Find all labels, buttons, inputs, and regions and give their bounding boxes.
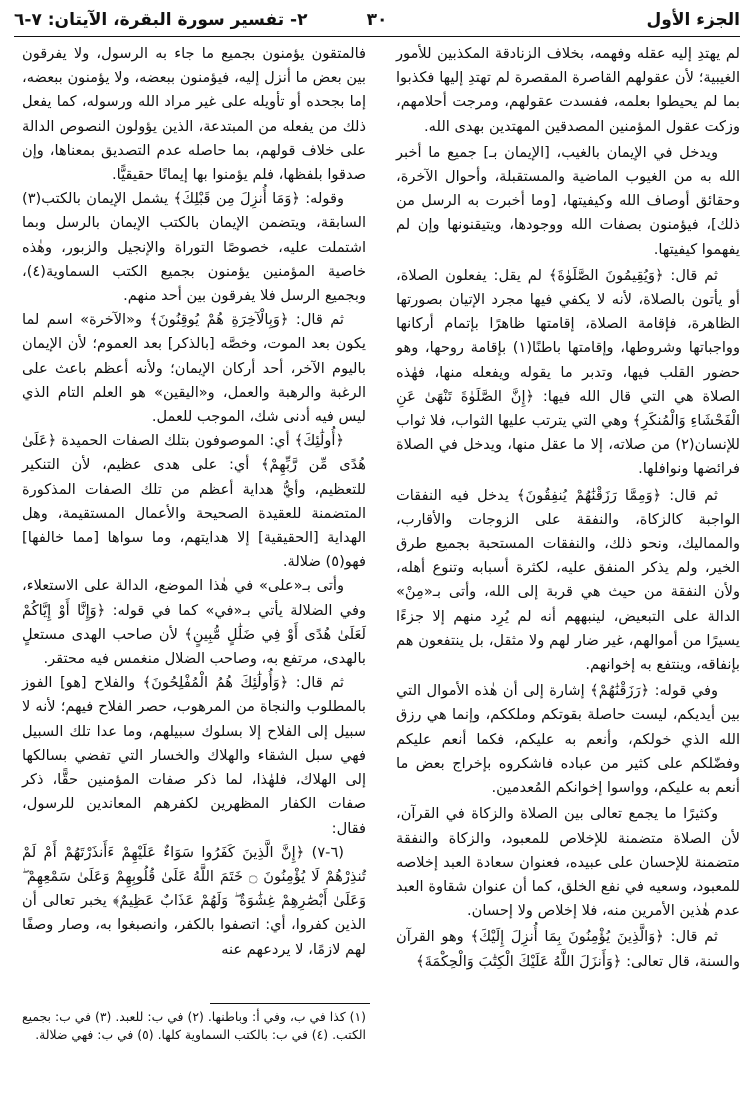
paragraph: ويدخل في الإيمان بالغيب، [الإيمان بـ] جميع ما أخبر الله به من الغيوب الماضية والمستقبلة، وأحوال الآخرة، وحقائق أوصاف الله وكيفيتها، [وما أخبرت به الرسل من ذلك]، فيؤمنون بصفات الله ووجودها، ويتيقنونها وإن لم يفهموا كيفيتها. — [396, 143, 740, 258]
footnote: (٤) في ب: بالكتب السماوية كلها. — [157, 1026, 329, 1042]
footnote: (٢) في ب: للعبد. — [115, 1009, 204, 1024]
paragraph: ثم قال: ﴿وَأُولَٰئِكَ هُمُ الْمُفْلِحُونَ﴾ والفلاح [هو] الفوز بالمطلوب والنجاة من المرهوب، حصر الفلاح فيهم؛ لأنه لا سبيل إلى الفلاح إلا بسلوك سبيلهم، وما عدا تلك السبيل فهي سبل الشقاء والهلاك والخسار التي تفضي بسالكها إلى الهلاك، فلهٰذا، لما ذكر صفات المؤمنين حقًّا، ذكر صفات الكفار المظهرين لكفرهم المعاندين للرسول، فقال: — [22, 674, 366, 837]
page-header — [14, 6, 740, 36]
running-head-part: الجزء الأول — [646, 10, 740, 30]
paragraph: لم يهتدِ إليه عقله وفهمه، بخلاف الزنادقة المكذبين للأمور الغيبية؛ لأن عقولهم القاصرة المقصرة لم تهتدِ إليها فكذبوا بما لم يحيطوا بعلمه، ففسدت عقولهم، ومرجت أحلامهم، وزكت عقول المؤمنين المصدقين المهتدين بهدى الله. — [396, 45, 740, 135]
page-number: ٣٠ — [366, 10, 388, 30]
footnote: (٥) في ب: فهي ضلالة. — [35, 1026, 154, 1042]
paragraph: ثم قال: ﴿وَالَّذِينَ يُؤْمِنُونَ بِمَا أُنزِلَ إِلَيْكَ﴾ وهو القرآن والسنة، قال تعالى: ﴿وَأَنزَلَ اللَّهُ عَلَيْكَ الْكِتَٰبَ وَالْحِكْمَةَ﴾ — [396, 928, 740, 970]
right-column — [396, 42, 740, 974]
footnote-rule — [210, 1003, 370, 1004]
header-rule — [14, 36, 740, 37]
verse-paragraph: (٦-٧) ﴿إِنَّ الَّذِينَ كَفَرُوا سَوَاءٌ عَلَيْهِمْ ءَأَنذَرْتَهُمْ أَمْ لَمْ تُنذِرْهُمْ لَا يُؤْمِنُونَ ۝ خَتَمَ اللَّهُ عَلَىٰ قُلُوبِهِمْ وَعَلَىٰ سَمْعِهِمْ ۖ وَعَلَىٰ أَبْصَٰرِهِمْ غِشَٰوَةٌ ۖ وَلَهُمْ عَذَابٌ عَظِيمٌ﴾ يخبر تعالى أن الذين كفروا، أي: اتصفوا بالكفر، وانصبغوا به، وصار وصفًا لهم لازمًا، لا يردعهم عنه — [22, 843, 366, 958]
footnote: (١) كذا في ب، وفي أ: وباطنها. — [207, 1009, 366, 1024]
paragraph: فالمتقون يؤمنون بجميع ما جاء به الرسول، ولا يفرقون بين بعض ما أنزل إليه، فيؤمنون ببعضه، ولا يؤمنون ببعضه، إما بجحده أو تأويله على غير مراد الله ورسوله، كما يفعل ذلك من يفعله من المبتدعة، الذين يؤولون النصوص الدالة على خلاف قولهم، بما حاصله عدم التصديق بمعناها، وإن صدقوا بلفظها، فلم يؤمنوا بها إيمانًا حقيقيًّا. — [22, 45, 366, 184]
paragraph: وفي قوله: ﴿رَزَقْنَٰهُمْ﴾ إشارة إلى أن هٰذه الأموال التي بين أيديكم، ليست حاصلة بقوتكم وملككم، وإنما هي رزق الله الذي خولكم، وأنعم به عليكم، فكما أنعم عليكم وفضّلكم على كثير من عباده فاشكروه بإخراج بعض ما أنعم به عليكم، وواسوا إخوانكم المُعدمين. — [396, 682, 740, 797]
paragraph: ثم قال: ﴿وَيُقِيمُونَ الصَّلَوٰةَ﴾ لم يقل: يفعلون الصلاة، أو يأتون بالصلاة، لأنه لا يكفي فيها مجرد الإتيان بصورتها الظاهرة، فإقامة الصلاة، إقامتها ظاهرًا بإتمام أركانها وواجباتها وشروطها، وإقامتها باطنًا(١) بإقامة روحها، وهو حضور القلب فيها، وتدبر ما يقوله ويفعله منها، فهٰذه الصلاة هي التي قال الله فيها: ﴿إِنَّ الصَّلَوٰةَ تَنْهَىٰ عَنِ الْفَحْشَاءِ وَالْمُنكَرِ﴾ وهي التي يترتب عليها الثواب، فلا ثواب للإنسان(٢) من صلاته، إلا ما عقل منها، ويدخل في الصلاة فرائضها ونوافلها. — [396, 266, 741, 478]
paragraph: ثم قال: ﴿وَبِالْآخِرَةِ هُمْ يُوقِنُونَ﴾ و«الآخرة» اسم لما يكون بعد الموت، وخصَّه [بالذكر] بعد العموم؛ لأن الإيمان باليوم الآخر، أحد أركان الإيمان؛ ولأنه أعظم باعث على الرغبة والرهبة والعمل، و«اليقين» هو العلم التام الذي ليس فيه أدنى شك، الموجب للعمل. — [22, 311, 366, 426]
paragraph: وأتى بـ«على» في هٰذا الموضع، الدالة على الاستعلاء، وفي الضلالة يأتي بـ«في» كما في قوله: ﴿وَإِنَّا أَوْ إِيَّاكُمْ لَعَلَىٰ هُدًى أَوْ فِي ضَلَٰلٍ مُّبِينٍ﴾ لأن صاحب الهدى مستعلٍ بالهدى، مرتفع به، وصاحب الضلال منغمس فيه محتقر. — [22, 577, 366, 668]
paragraph: ﴿أُولَٰئِكَ﴾ أي: الموصوفون بتلك الصفات الحميدة ﴿عَلَىٰ هُدًى مِّن رَّبِّهِمْ﴾ أي: على هدى عظيم، لأن التنكير للتعظيم، وأيُّ هداية أعظم من تلك الصفات المذكورة المتضمنة للعقيدة الصحيحة والأعمال المستقيمة، وهل الهداية [الحقيقية] إلا هدايتهم، وما سواها [مما خالفها] فهو(٥) ضلالة. — [22, 432, 366, 571]
left-column — [22, 42, 366, 962]
footnote: (٣) في ب: بجميع الكتب. — [22, 1009, 366, 1042]
paragraph: وقوله: ﴿وَمَا أُنزِلَ مِن قَبْلِكَ﴾ يشمل الإيمان بالكتب(٣) السابقة، ويتضمن الإيمان بالكتب الإيمان بالرسل وبما اشتملت عليه، خصوصًا التوراة والإنجيل والزبور، وهٰذه خاصية المؤمنين يؤمنون بجميع الكتب السماوية(٤)، وبجميع الرسل فلا يفرقون بين أحد منهم. — [22, 190, 366, 305]
running-head-section: ٢- تفسير سورة البقرة، الآيتان: ٧-٦ — [14, 10, 308, 30]
paragraph: ثم قال: ﴿وَمِمَّا رَزَقْنَٰهُمْ يُنفِقُونَ﴾ يدخل فيه النفقات الواجبة كالزكاة، والنفقة على الزوجات والأقارب، والمماليك، ونحو ذلك، والنفقات المستحبة بجميع طرق الخير، ولم يذكر المنفق عليه، لكثرة أسبابه وتنوع أهله، ولأن النفقة من حيث هي قربة إلى الله، وأتى بـ«مِنْ» الدالة على التبعيض، لينبههم أنه لم يُرِد منهم إلا جزءًا يسيرًا من أموالهم، غير ضار لهم ولا مثقل، بل ينتفعون هم بإنفاقه، وينتفع به إخوانهم. — [396, 486, 740, 674]
footnotes — [22, 1008, 366, 1043]
paragraph: وكثيرًا ما يجمع تعالى بين الصلاة والزكاة في القرآن، لأن الصلاة متضمنة للإخلاص للمعبود، والزكاة والنفقة متضمنة للإحسان على عبيده، فعنوان سعادة العبد إخلاصه للمعبود، وسعيه في نفع الخلق، كما أن عنوان شقاوة العبد عدم هٰذين الأمرين منه، فلا إخلاص ولا إحسان. — [396, 805, 740, 920]
